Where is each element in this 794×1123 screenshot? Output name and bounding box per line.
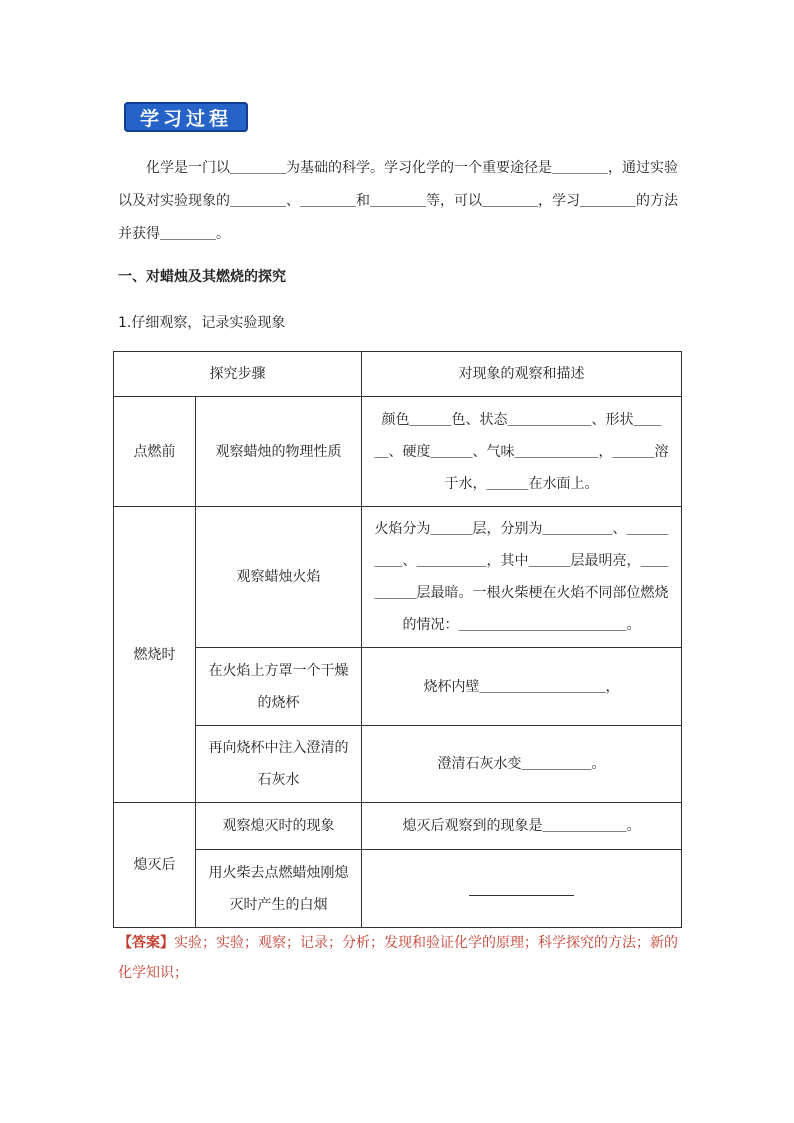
step-limewater: 再向烧杯中注入澄清的石灰水	[196, 726, 362, 803]
observation-table	[113, 351, 682, 928]
stage-before: 点燃前	[114, 397, 196, 507]
section-heading: 一、对蜡烛及其燃烧的探究	[118, 269, 286, 285]
stage-extinguished: 熄灭后	[114, 803, 196, 928]
step-extinguish: 观察熄灭时的现象	[196, 803, 362, 850]
table-row	[114, 726, 682, 803]
sub-heading: 1.仔细观察，记录实验现象	[118, 315, 286, 331]
answer-tag: 【答案】	[118, 935, 174, 951]
step-dry-beaker: 在火焰上方罩一个干燥的烧杯	[196, 648, 362, 726]
table-row	[114, 850, 682, 928]
stage-burning: 燃烧时	[114, 507, 196, 803]
table-row	[114, 648, 682, 726]
step-flame: 观察蜡烛火焰	[196, 507, 362, 648]
step-physical-properties: 观察蜡烛的物理性质	[196, 397, 362, 507]
desc-extinguish: 熄灭后观察到的现象是＿＿＿＿＿＿。	[362, 803, 682, 850]
header-steps: 探究步骤	[114, 352, 362, 397]
desc-limewater: 澄清石灰水变＿＿＿＿＿。	[362, 726, 682, 803]
step-white-smoke: 用火柴去点燃蜡烛刚熄灭时产生的白烟	[196, 850, 362, 928]
table-row	[114, 397, 682, 507]
table-row	[114, 507, 682, 648]
table-header-row	[114, 352, 682, 397]
answer-block	[118, 928, 680, 988]
intro-text: 化学是一门以＿＿＿＿为基础的科学。学习化学的一个重要途径是＿＿＿＿，通过实验以及对实验现象的＿＿＿＿、＿＿＿＿和＿＿＿＿等，可以＿＿＿＿，学习＿＿＿＿的方法并获得＿＿＿＿。	[118, 160, 678, 242]
desc-dry-beaker: 烧杯内壁＿＿＿＿＿＿＿＿＿，	[362, 648, 682, 726]
table-row	[114, 803, 682, 850]
answer-blank-line	[469, 879, 574, 896]
header-description: 对现象的观察和描述	[362, 352, 682, 397]
answer-text: 实验；实验；观察；记录；分析；发现和验证化学的原理；科学探究的方法；新的化学知识；	[118, 935, 678, 981]
desc-white-smoke	[362, 850, 682, 928]
section-badge: 学习过程	[124, 102, 248, 132]
desc-flame: 火焰分为＿＿＿层，分别为＿＿＿＿＿、＿＿＿＿＿、＿＿＿＿＿，其中＿＿＿层最明亮，＿＿＿＿＿层最暗。一根火柴梗在火焰不同部位燃烧的情况：＿＿＿＿＿＿＿＿＿＿＿＿。	[362, 507, 682, 648]
desc-physical-properties: 颜色＿＿＿色、状态＿＿＿＿＿＿、形状＿＿＿、硬度＿＿＿、气味＿＿＿＿＿＿，＿＿＿溶于水，＿＿＿在水面上。	[362, 397, 682, 507]
intro-paragraph	[118, 152, 678, 251]
